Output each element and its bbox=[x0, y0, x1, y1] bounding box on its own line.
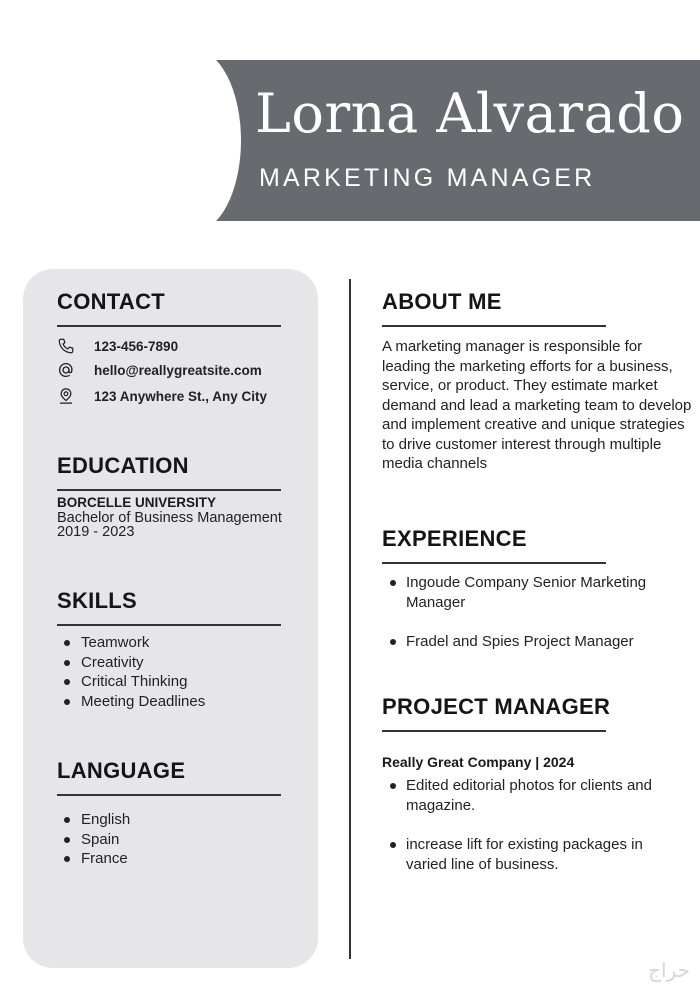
about-divider bbox=[382, 325, 606, 327]
column-divider bbox=[349, 279, 351, 959]
bullet-icon bbox=[390, 842, 396, 848]
experience-divider bbox=[382, 562, 606, 564]
language-list bbox=[57, 810, 130, 869]
skills-list bbox=[57, 633, 205, 711]
experience-list bbox=[382, 573, 682, 652]
banner-curve bbox=[146, 49, 241, 232]
address-text: 123 Anywhere St., Any City bbox=[94, 388, 268, 404]
bullet-icon bbox=[64, 640, 70, 646]
list-item: Teamwork bbox=[57, 633, 205, 653]
bullet-icon bbox=[64, 837, 70, 843]
email-text: hello@reallygreatsite.com bbox=[94, 362, 262, 378]
skills-heading: SKILLS bbox=[57, 588, 138, 613]
bullet-icon bbox=[64, 679, 70, 685]
phone-icon bbox=[57, 337, 75, 355]
skills-divider bbox=[57, 624, 281, 626]
candidate-name: Lorna Alvarado bbox=[255, 82, 685, 145]
watermark: حراج bbox=[648, 958, 690, 982]
contact-divider bbox=[57, 325, 281, 327]
about-text: A marketing manager is responsible for leading the marketing efforts for a business, service, or product. They estimate market demand and lead a marketing team to develop and implement creative and unique strategies to drive customer interest through multiple media channels bbox=[382, 338, 692, 472]
list-item: Fradel and Spies Project Manager bbox=[382, 632, 682, 652]
university-name: BORCELLE UNIVERSITY bbox=[57, 495, 217, 510]
language-heading: LANGUAGE bbox=[57, 758, 186, 783]
list-item: Ingoude Company Senior Marketing Manager bbox=[382, 573, 682, 612]
education-heading: EDUCATION bbox=[57, 453, 189, 478]
experience-heading: EXPERIENCE bbox=[382, 526, 527, 551]
list-item: Meeting Deadlines bbox=[57, 692, 205, 712]
location-pin-icon bbox=[57, 387, 75, 405]
phone-text: 123-456-7890 bbox=[94, 338, 179, 354]
project-divider bbox=[382, 730, 606, 732]
list-item: Edited editorial photos for clients and magazine. bbox=[382, 776, 682, 815]
education-divider bbox=[57, 489, 281, 491]
list-item: increase lift for existing packages in varied line of business. bbox=[382, 835, 682, 874]
list-item: Spain bbox=[57, 830, 130, 850]
list-item: France bbox=[57, 849, 130, 869]
language-divider bbox=[57, 794, 281, 796]
contact-phone bbox=[57, 337, 178, 355]
project-list bbox=[382, 776, 682, 874]
list-item: English bbox=[57, 810, 130, 830]
about-heading: ABOUT ME bbox=[382, 289, 502, 314]
job-title: MARKETING MANAGER bbox=[259, 164, 596, 192]
bullet-icon bbox=[390, 639, 396, 645]
bullet-icon bbox=[64, 660, 70, 666]
project-company: Really Great Company | 2024 bbox=[382, 754, 575, 770]
degree-text: Bachelor of Business Management bbox=[57, 510, 282, 526]
education-years: 2019 - 2023 bbox=[57, 524, 135, 540]
bullet-icon bbox=[64, 856, 70, 862]
bullet-icon bbox=[64, 699, 70, 705]
list-item: Creativity bbox=[57, 653, 205, 673]
list-item: Critical Thinking bbox=[57, 672, 205, 692]
bullet-icon bbox=[390, 783, 396, 789]
contact-email bbox=[57, 361, 262, 379]
contact-heading: CONTACT bbox=[57, 289, 166, 314]
bullet-icon bbox=[64, 817, 70, 823]
contact-address bbox=[57, 387, 267, 405]
bullet-icon bbox=[390, 580, 396, 586]
project-heading: PROJECT MANAGER bbox=[382, 694, 611, 719]
at-icon bbox=[57, 361, 75, 379]
